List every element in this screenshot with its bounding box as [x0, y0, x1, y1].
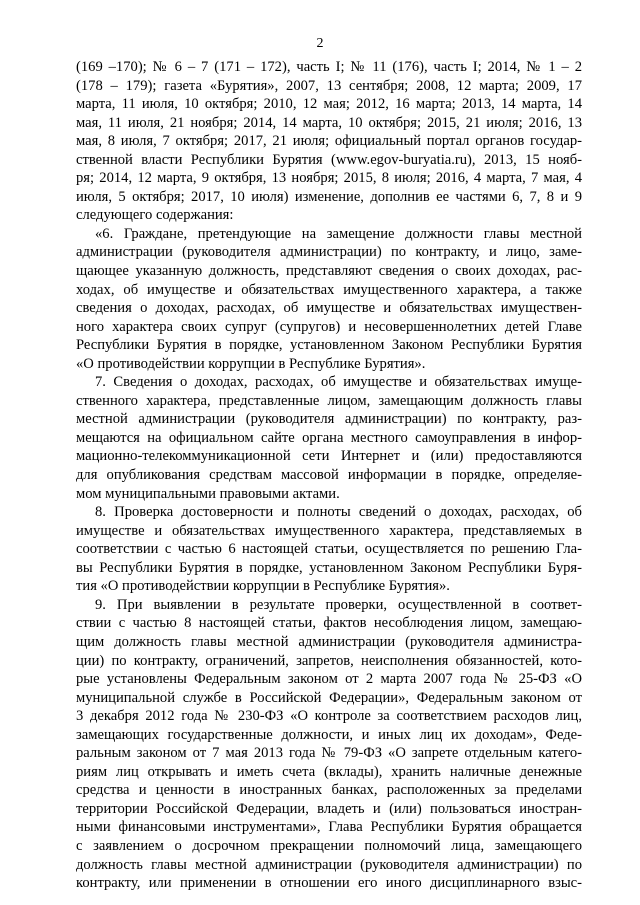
text-line: ря; 2014, 12 марта, 9 октября, 13 ноября; 2015, 8 июля; 2016, 4 марта, 7 мая, 4 — [76, 170, 582, 187]
text-line: ственной власти Республики Бурятия (www.egov-buryatia.ru), 2013, 15 нояб- — [76, 151, 582, 168]
document-body — [76, 58, 582, 893]
text-line: марта, 11 июля, 10 октября; 2010, 12 мая; 2012, 16 марта; 2013, 14 марта, 14 — [76, 96, 582, 113]
text-line: 8. Проверка достоверности и полноты сведений о доходах, расходах, об — [95, 504, 582, 521]
text-line: (169 –170); № 6 – 7 (171 – 172), часть I; № 11 (176), часть I; 2014, № 1 – 2 — [76, 59, 582, 75]
text-line: ции) по контракту, ограничений, запретов, неисполнения обязанностей, кото- — [76, 652, 582, 669]
text-line: местной администрации (руководителя администрации) по контракту, раз- — [76, 411, 582, 428]
text-line: ствии с частью 8 настоящей статьи, фактов несоблюдения лицом, замещаю- — [76, 615, 582, 632]
text-line: ходах, об имуществе и обязательствах имущественного характера, а также — [76, 281, 582, 298]
text-line: с заявлением о досрочном прекращении полномочий лица, замещающего — [76, 837, 582, 854]
text-line: 7. Сведения о доходах, расходах, об имуществе и обязательствах имуще- — [95, 374, 582, 391]
text-line: должность главы местной администрации (руководителя администрации) по — [76, 856, 582, 873]
text-line: для опубликования средствам массовой информации в порядке, определяе- — [76, 467, 582, 484]
text-line: ного характера своих супруг (супругов) и несовершеннолетних детей Главе — [76, 318, 582, 335]
text-line: мом муниципальными правовыми актами. — [76, 485, 340, 502]
text-line: «6. Граждане, претендующие на замещение должности главы местной — [95, 225, 582, 242]
text-line: сведения о доходах, расходах, об имуществе и обязательствах имуществен- — [76, 300, 582, 317]
text-line: риям лиц открывать и иметь счета (вклады), хранить наличные денежные — [76, 763, 582, 780]
text-line: 9. При выявлении в результате проверки, осуществленной в соответ- — [95, 596, 582, 613]
text-line: Республики Бурятия в порядке, установленном Законом Республики Бурятия — [76, 337, 582, 354]
text-line: администрации (руководителя администрации) по контракту, и лицо, заме- — [76, 244, 582, 261]
text-line: ственного характера, представленные лицом, замещающим должность главы — [76, 392, 582, 409]
text-line: ральным законом от 7 мая 2013 года № 79-ФЗ «О запрете отдельным катего- — [76, 745, 582, 762]
text-line: территории Российской Федерации, владеть и (или) пользоваться иностран- — [76, 800, 582, 817]
text-line: (178 – 179); газета «Бурятия», 2007, 13 сентября; 2008, 12 марта; 2009, 17 — [76, 77, 582, 94]
text-line: июля, 5 октября; 2017, 10 июля) изменение, дополнив ее частями 6, 7, 8 и 9 — [76, 188, 582, 205]
text-line: щающее указанную должность, представляют сведения о своих доходах, рас- — [76, 263, 582, 280]
text-line: следующего содержания: — [76, 207, 234, 224]
text-line: соответствии с частью 6 настоящей статьи, осуществляется по решению Гла- — [76, 541, 582, 558]
text-line: вы Республики Бурятия в порядке, установленном Законом Республики Буря- — [76, 559, 582, 576]
text-line: 3 декабря 2012 года № 230-ФЗ «О контроле за соответствием расходов лиц, — [76, 708, 582, 725]
text-line: «О противодействии коррупции в Республике Бурятия». — [76, 355, 426, 372]
text-line: мационно-телекоммуникационной сети Интернет и (или) предоставляются — [76, 448, 582, 465]
text-line: мая, 8 июля, 7 октября; 2017, 21 июля; официальный портал органов государ- — [76, 133, 582, 150]
text-line: средства и ценности в иностранных банках, расположенных за пределами — [76, 782, 582, 799]
text-line: тия «О противодействии коррупции в Республике Бурятия». — [76, 578, 450, 595]
text-line: мая, 11 июля, 21 ноября; 2014, 14 марта, 10 октября; 2015, 21 июля; 2016, 13 — [76, 114, 582, 131]
text-line: замещающих государственные должности, и иных лиц их доходам», Феде- — [76, 726, 582, 743]
text-line: щим должность главы местной администрации (руководителя администра- — [76, 633, 582, 650]
text-line: рые установлены Федеральным законом от 2 марта 2007 года № 25-ФЗ «О — [76, 671, 582, 688]
text-line: имуществе и обязательствах имущественного характера, представляемых в — [76, 522, 582, 539]
text-line: муниципальной службе в Российской Федерации», Федеральным законом от — [76, 689, 582, 706]
text-line: ными финансовыми инструментами», Глава Республики Бурятия обращается — [76, 819, 582, 836]
text-line: мещаются на официальном сайте органа местного самоуправления в инфор- — [76, 429, 582, 446]
text-line: контракту, или применении в отношении его иного дисциплинарного взыс- — [76, 875, 582, 892]
page-number: 2 — [316, 36, 324, 51]
